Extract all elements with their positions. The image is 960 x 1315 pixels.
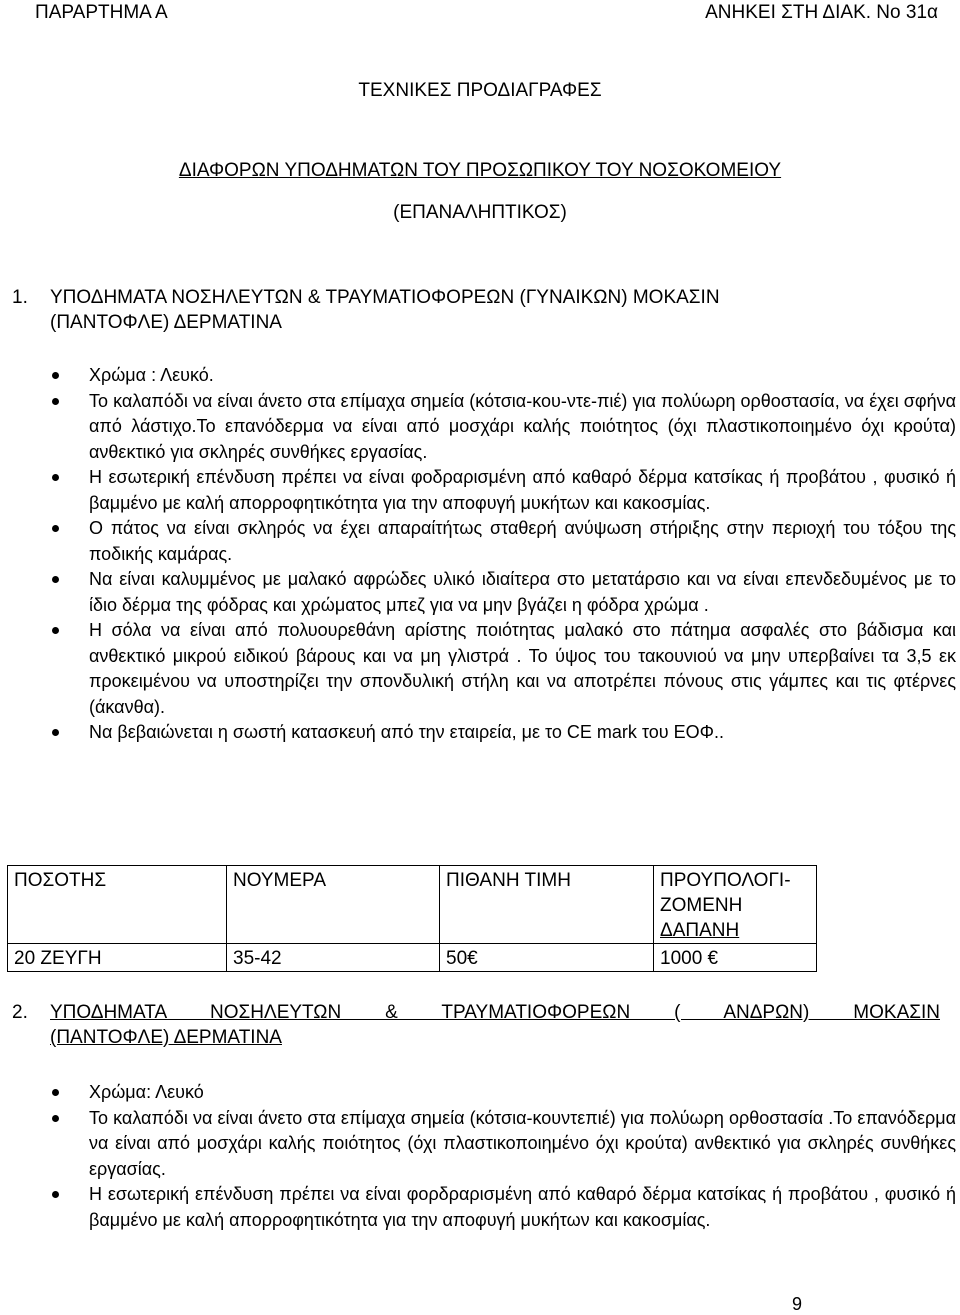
bullet-icon [52,729,59,736]
list-item [0,1106,960,1183]
list-item [0,618,960,720]
table-cell: 35-42 [227,944,440,972]
list-item-text: Η εσωτερική επένδυση πρέπει να είναι φορδραρισμένη από καθαρό δέρμα κατσίκας ή προβάτου , φυσικό ή βαμμένο με καλή απορροφητικότητα για την αποφυγή μυκήτων και κακοσμίας. [89,1184,956,1230]
table-cell: 1000 € [654,944,817,972]
section-2-spec-list [0,1080,960,1233]
section-2-title-line-1: ΥΠΟΔΗΜΑΤΑ ΝΟΣΗΛΕΥΤΩΝ & ΤΡΑΥΜΑΤΙΟΦΟΡΕΩΝ ( ΑΝΔΡΩΝ) ΜΟΚΑΣΙΝ [50,1002,940,1023]
section-1-title-line-1: ΥΠΟΔΗΜΑΤΑ ΝΟΣΗΛΕΥΤΩΝ & ΤΡΑΥΜΑΤΙΟΦΟΡΕΩΝ (ΓΥΝΑΙΚΩΝ) ΜΟΚΑΣΙΝ [50,287,720,308]
header-tender-ref: ΑΝΗΚΕΙ ΣΤΗ ΔΙΑΚ. Νο 31α [705,2,938,23]
list-item-text: Να είναι καλυμμένος με μαλακό αφρώδες υλικό ιδιαίτερα στο μετατάρσιο και να είναι επενδεδυμένος με το ίδιο δέρμα της φόδρας και χρώματος μπεζ για να μην βγάζει η φόδρα χρώμα . [89,569,956,615]
table-cell: 50€ [440,944,654,972]
list-item [0,1080,960,1106]
list-item-text: Ο πάτος να είναι σκληρός να έχει απαραίτήτως σταθερή ανύψωση στήριξης στην περιοχή του τόξου της ποδικής καμάρας. [89,518,956,564]
section-2-number: 2. [12,1002,28,1023]
table-header-cell-budget [654,866,817,944]
table-header-cell: ΠΙΘΑΝΗ ΤΙΜΗ [440,866,654,944]
document-subtitle-wrap [0,160,960,182]
bullet-icon [52,372,59,379]
page-header [35,2,938,26]
section-2-title-line-2: (ΠΑΝΤΟΦΛΕ) ΔΕΡΜΑΤΙΝΑ [50,1027,282,1048]
table-row [8,944,817,972]
section-2-heading [50,1000,940,1050]
list-item-text: Το καλαπόδι να είναι άνετο στα επίμαχα σημεία (κότσια-κου-ντε-πιέ) για πολύωρη ορθοστασία, να έχει σφήνα από λάστιχο.Το επανόδερμα να είναι από μοσχάρι καλής ποιότητος (όχι πλαστικοποιημένο όχι κρούτα) ανθεκτικό για σκληρές συνθήκες εργασίας. [89,390,956,462]
list-item-text: Η εσωτερική επένδυση πρέπει να είναι φοδραρισμένη από καθαρό δέρμα κατσίκας ή προβάτου , φυσικό ή βαμμένο με καλή απορροφητικότητα για την αποφυγή μυκήτων και κακοσμίας. [89,467,956,513]
quantity-price-table [7,865,817,972]
list-item [0,720,960,746]
page-number: 9 [791,1294,802,1314]
list-item [0,1182,960,1233]
document-title: ΤΕΧΝΙΚΕΣ ΠΡΟΔΙΑΓΡΑΦΕΣ [358,80,602,101]
section-1-title-line-2: (ΠΑΝΤΟΦΛΕ) ΔΕΡΜΑΤΙΝΑ [50,312,282,333]
list-item-text: Η σόλα να είναι από πολυουρεθάνη αρίστης ποιότητας μαλακό στο πάτημα ασφαλές στο βάδισμα και ανθεκτικό μικρού ειδικού βάρους και να μη γλιστρά . Το ύψος του τακουνιού να μην υπερβαίνει τα 3,5 εκ προκειμένου να υποστηρίζει την σπονδυλική στήλη και να αποτρέπει πόνους στις γάμπες και τις φτέρνες (άκανθα). [89,620,956,717]
table-header-cell: ΠΟΣΟΤΗΣ [8,866,227,944]
bullet-icon [52,1115,59,1122]
list-item [0,516,960,567]
document-subtitle: ΔΙΑΦΟΡΩΝ ΥΠΟΔΗΜΑΤΩΝ ΤΟΥ ΠΡΟΣΩΠΙΚΟΥ ΤΟΥ ΝΟΣΟΚΟΜΕΙΟΥ [178,160,782,181]
table-header-row [8,866,817,944]
table-header-line: ΖΟΜΕΝΗ [660,895,743,916]
list-item-text: Χρώμα: Λευκό [89,1082,204,1102]
bullet-icon [52,1089,59,1096]
list-item [0,567,960,618]
bullet-icon [52,525,59,532]
bullet-icon [52,627,59,634]
list-item [0,363,960,389]
bullet-icon [52,576,59,583]
list-item [0,389,960,466]
list-item-text: Το καλαπόδι να είναι άνετο στα επίμαχα σημεία (κότσια-κουντεπιέ) για πολύωρη ορθοστασία .Το επανόδερμα να είναι από μοσχάρι καλής ποιότητος (όχι πλαστικοποιημένο όχι κρούτα) ανθεκτικό για σκληρές συνθήκες εργασίας. [89,1107,956,1179]
table-header-line: ΔΑΠΑΝΗ [660,920,740,941]
bullet-icon [52,398,59,405]
section-1-spec-list [0,363,960,746]
section-1-number: 1. [12,287,28,308]
bullet-icon [52,474,59,481]
table-header-line: ΠΡΟΥΠΟΛΟΓΙ- [660,870,791,891]
bullet-icon [52,1191,59,1198]
table-cell: 20 ΖΕΥΓΗ [8,944,227,972]
table-header-cell: ΝΟΥΜΕΡΑ [227,866,440,944]
list-item-text: Χρώμα : Λευκό. [89,365,214,385]
header-annex: ΠΑΡΑΡΤΗΜΑ Α [35,2,168,23]
section-1-heading [50,285,940,335]
list-item-text: Να βεβαιώνεται η σωστή κατασκευή από την εταιρεία, με το CE mark του ΕΟΦ.. [89,722,724,742]
list-item [0,465,960,516]
document-subtitle-2: (ΕΠΑΝΑΛΗΠΤΙΚΟΣ) [393,202,567,223]
